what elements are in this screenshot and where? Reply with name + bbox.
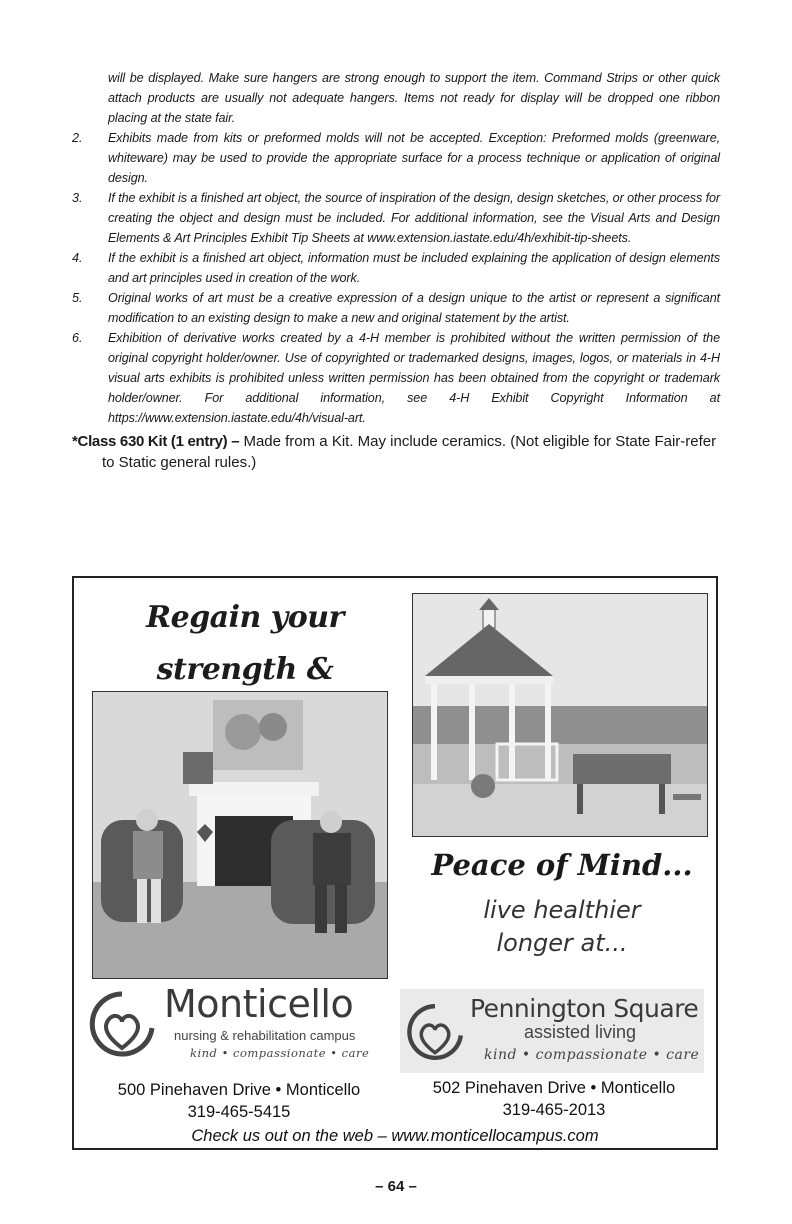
rule-text: Original works of art must be a creative expression of a design unique to the artist or represent a significant modification to an existing design to make a new and original statement by the artist. [108, 291, 720, 325]
live-line-2: longer at... [496, 929, 628, 957]
rule-text: Exhibition of derivative works created by a 4-H member is prohibited without the written permission of the original copyright holder/owner. Use of copyrighted or trademarked designs, images, logos, or materials in 4-H visual arts exhibits is prohibited unless written permission has been obtained from the copyright or trademark holder/owner. For additional information, see 4-H Exhibit Copyright Information at https://www.extension.iastate.edu/4h/visual-art. [108, 331, 720, 425]
monticello-name: Monticello [164, 982, 354, 1026]
residents-photo-art [93, 692, 387, 978]
rule-number: 2. [72, 131, 83, 145]
rule-number: 6. [72, 331, 83, 345]
live-line-1: live healthier [483, 896, 641, 924]
rule-item [72, 248, 720, 288]
gazebo-photo-art [413, 594, 707, 836]
rule-text: If the exhibit is a finished art object, information must be included explaining the application of design elements and art principles used in creation of the work. [108, 251, 720, 285]
rule-number: 4. [72, 251, 83, 265]
rule-item [72, 128, 720, 188]
gazebo-photo [412, 593, 708, 837]
monticello-subtitle: nursing & rehabilitation campus [174, 1028, 356, 1043]
pennington-name: Pennington Square [470, 994, 699, 1023]
peace-of-mind-heading: Peace of Mind... [431, 848, 693, 882]
rule-item [72, 188, 720, 248]
residents-photo [92, 691, 388, 979]
pennington-tagline: kind • compassionate • care [484, 1047, 700, 1063]
pennington-logo [400, 989, 704, 1073]
monticello-tagline: kind • compassionate • care [190, 1046, 370, 1060]
advertisement [72, 576, 718, 1150]
rule-item [72, 328, 720, 428]
class-entry [72, 431, 720, 473]
headline-line-1: Regain your strength & [146, 600, 344, 687]
live-healthier-text [412, 894, 712, 960]
pennington-address: 502 Pinehaven Drive • Monticello [432, 1079, 676, 1097]
website-line: Check us out on the web – www.monticellocampus.com [191, 1127, 599, 1145]
rule-number: 5. [72, 291, 83, 305]
monticello-address: 500 Pinehaven Drive • Monticello [117, 1081, 361, 1099]
heart-swirl-icon [86, 988, 158, 1060]
class-title: *Class 630 Kit (1 entry) – [72, 433, 240, 450]
monticello-contact [84, 1079, 394, 1123]
rule-number: 3. [72, 191, 83, 205]
page-number: – 64 – [375, 1178, 417, 1195]
rule-text: Exhibits made from kits or preformed molds will not be accepted. Exception: Preformed molds (greenware, whiteware) may be used to provide the appropriate surface for a process technique or application of original design. [108, 131, 720, 185]
rules-list [72, 68, 720, 473]
heart-swirl-icon [404, 1001, 466, 1063]
class-description: Made from a Kit. May include ceramics. (Not eligible for State Fair-refer to Static general rules.) [102, 433, 717, 471]
rule-continuation: will be displayed. Make sure hangers are strong enough to support the item. Command Strips or other quick attach products are usually not adequate hangers. Items not ready for display will be dropped one ribbon placing at the state fair. [108, 71, 720, 125]
pennington-subtitle: assisted living [524, 1022, 637, 1042]
rule-item [72, 288, 720, 328]
monticello-logo [82, 980, 378, 1064]
pennington-contact [402, 1077, 706, 1121]
monticello-phone: 319-465-5415 [187, 1103, 291, 1121]
rule-text: If the exhibit is a finished art object, the source of inspiration of the design, design sketches, or other process for creating the object and design must be included. For additional information, see the Visual Arts and Design Elements & Art Principles Exhibit Tip Sheets at www.extension.iastate.edu/4h/exhibit-tip-sheets. [108, 191, 720, 245]
pennington-phone: 319-465-2013 [502, 1101, 606, 1119]
